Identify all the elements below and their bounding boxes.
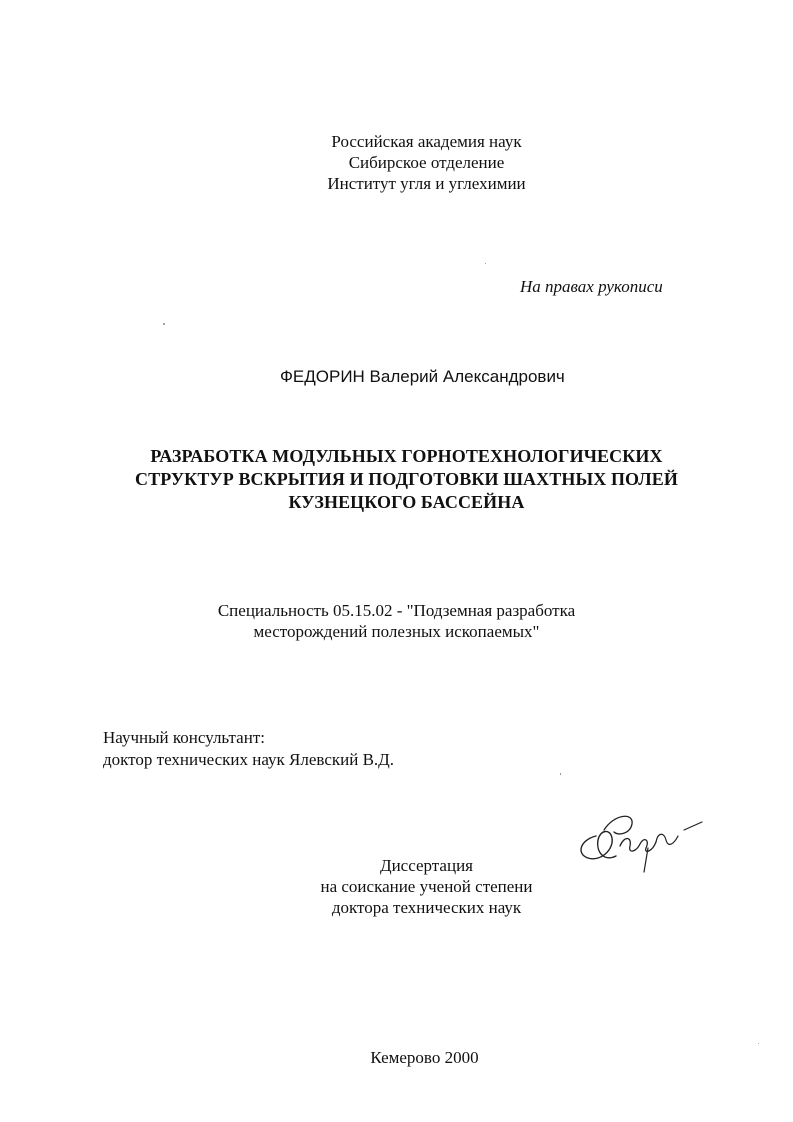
degree-line-2: на соискание ученой степени <box>320 877 533 896</box>
title-line-2: СТРУКТУР ВСКРЫТИЯ И ПОДГОТОВКИ ШАХТНЫХ ПОЛЕЙ <box>135 469 678 489</box>
scan-speck <box>758 1043 759 1044</box>
branch-name: Сибирское отделение <box>348 153 505 172</box>
scan-speck <box>560 773 561 775</box>
institution-header <box>30 131 793 194</box>
degree-line-3: доктора технических наук <box>331 898 522 917</box>
specialty-line-1: Специальность 05.15.02 - "Подземная разработка <box>217 601 576 620</box>
degree-statement <box>30 855 793 918</box>
academy-name: Российская академия наук <box>331 132 522 151</box>
scientific-consultant <box>103 727 394 771</box>
consultant-name: доктор технических наук Ялевский В.Д. <box>103 750 395 769</box>
specialty <box>0 600 793 642</box>
specialty-line-2: месторождений полезных ископаемых" <box>253 622 540 641</box>
degree-line-1: Диссертация <box>379 856 473 875</box>
scan-speck <box>163 323 165 325</box>
institute-name: Институт угля и углехимии <box>327 174 526 193</box>
author-name: ФЕДОРИН Валерий Александрович <box>280 367 565 386</box>
city-and-year: Кемерово 2000 <box>370 1048 479 1067</box>
consultant-label: Научный консультант: <box>103 728 265 747</box>
dissertation-title <box>10 445 793 514</box>
title-line-3: КУЗНЕЦКОГО БАССЕЙНА <box>288 492 525 512</box>
scan-speck <box>485 263 486 264</box>
manuscript-rights-note: На правах рукописи <box>520 277 663 296</box>
title-line-1: РАЗРАБОТКА МОДУЛЬНЫХ ГОРНОТЕХНОЛОГИЧЕСКИХ <box>150 446 663 466</box>
